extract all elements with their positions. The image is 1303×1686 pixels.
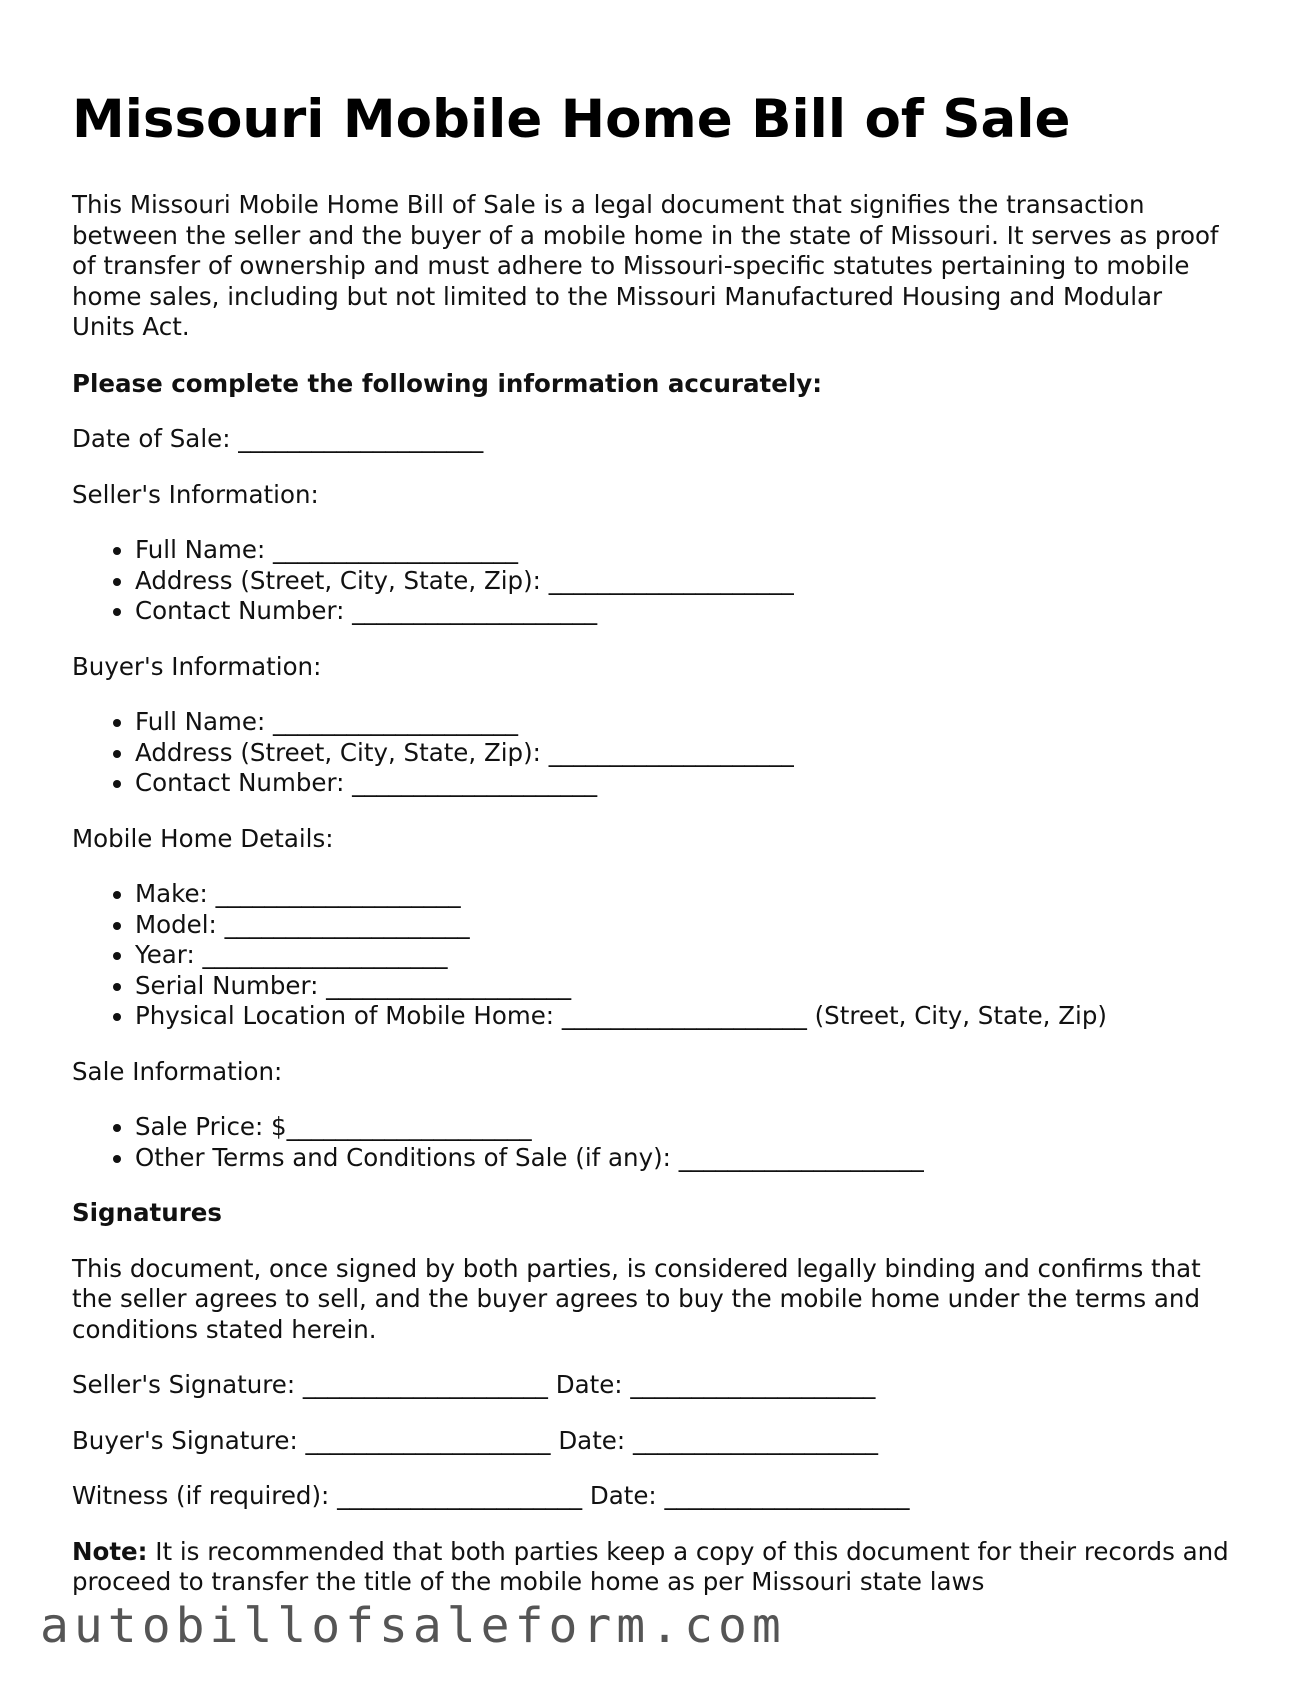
home-serial-field	[135, 971, 1232, 1002]
home-make-blank[interactable]: ____________________	[215, 879, 461, 908]
sale-terms-blank[interactable]: ____________________	[678, 1142, 924, 1172]
document-title: Missouri Mobile Home Bill of Sale	[72, 89, 1071, 150]
seller-full-name-blank[interactable]: ____________________	[273, 535, 519, 564]
buyer-address-label: Address (Street, City, State, Zip):	[135, 737, 541, 767]
home-location-blank[interactable]: ____________________	[561, 1001, 807, 1030]
intro-paragraph: This Missouri Mobile Home Bill of Sale is a legal document that signifies the transaction between the seller and the buyer of a mobile home in the state of Missouri. It serves as proof of transfer of ownership and must adhere to Missouri-specific statutes pertaining to mobile home sales, including but not limited to the Missouri Manufactured Housing and Modular Units Act.	[72, 190, 1219, 341]
buyer-signature-label: Buyer's Signature:	[72, 1425, 298, 1455]
instruction-heading: Please complete the following information accurately:	[72, 368, 823, 398]
buyer-address-blank[interactable]: ____________________	[548, 737, 794, 767]
home-serial-label: Serial Number:	[135, 970, 319, 1000]
buyer-date-label: Date:	[558, 1425, 626, 1455]
document-page	[72, 88, 1232, 1598]
witness-signature-line	[72, 1481, 1232, 1512]
signatures-paragraph: This document, once signed by both parties, is considered legally binding and confirms that the seller agrees to sell, and the buyer agrees to buy the mobile home under the terms and conditions stated herein.	[72, 1253, 1201, 1344]
home-fields	[72, 879, 1232, 1032]
witness-signature-blank[interactable]: ____________________	[337, 1481, 583, 1510]
witness-signature-label: Witness (if required):	[72, 1481, 330, 1510]
buyer-heading: Buyer's Information:	[72, 651, 322, 681]
home-location-field	[135, 1001, 1232, 1032]
seller-heading: Seller's Information:	[72, 479, 319, 509]
note-paragraph	[72, 1537, 1232, 1598]
home-year-label: Year:	[135, 940, 195, 969]
sale-terms-label: Other Terms and Conditions of Sale (if any):	[135, 1142, 671, 1172]
buyer-full-name-blank[interactable]: ____________________	[273, 707, 519, 736]
seller-address-field	[135, 566, 1232, 597]
sale-price-field	[135, 1112, 1232, 1143]
home-heading: Mobile Home Details:	[72, 823, 334, 853]
sale-price-label: Sale Price: $	[135, 1112, 287, 1141]
note-label: Note:	[72, 1536, 148, 1566]
home-model-blank[interactable]: ____________________	[224, 909, 470, 939]
home-make-label: Make:	[135, 879, 208, 908]
home-serial-blank[interactable]: ____________________	[326, 970, 572, 1000]
buyer-contact-field	[135, 768, 1232, 799]
seller-date-label: Date:	[555, 1370, 623, 1399]
seller-full-name-label: Full Name:	[135, 535, 266, 564]
buyer-fields	[72, 707, 1232, 799]
buyer-contact-label: Contact Number:	[135, 768, 345, 797]
home-make-field	[135, 879, 1232, 910]
seller-contact-blank[interactable]: ____________________	[352, 596, 598, 625]
sale-heading: Sale Information:	[72, 1056, 283, 1086]
buyer-full-name-field	[135, 707, 1232, 738]
seller-address-label: Address (Street, City, State, Zip):	[135, 565, 541, 595]
date-of-sale-field	[72, 424, 1232, 455]
witness-date-label: Date:	[589, 1481, 657, 1510]
home-year-blank[interactable]: ____________________	[202, 940, 448, 969]
buyer-date-blank[interactable]: ____________________	[632, 1425, 878, 1455]
sale-terms-field	[135, 1143, 1232, 1174]
home-year-field	[135, 940, 1232, 971]
signatures-heading: Signatures	[72, 1198, 222, 1227]
home-location-label: Physical Location of Mobile Home:	[135, 1001, 555, 1030]
buyer-contact-blank[interactable]: ____________________	[352, 768, 598, 797]
watermark-text: autobillofsaleform.com	[40, 1598, 786, 1654]
seller-contact-label: Contact Number:	[135, 596, 345, 625]
seller-signature-line	[72, 1370, 1232, 1401]
seller-address-blank[interactable]: ____________________	[548, 565, 794, 595]
seller-signature-label: Seller's Signature:	[72, 1370, 296, 1399]
seller-signature-blank[interactable]: ____________________	[302, 1370, 548, 1399]
seller-date-blank[interactable]: ____________________	[630, 1370, 876, 1399]
date-of-sale-blank[interactable]: ____________________	[238, 424, 484, 453]
buyer-signature-line	[72, 1426, 1232, 1457]
home-model-field	[135, 910, 1232, 941]
buyer-address-field	[135, 738, 1232, 769]
seller-fields	[72, 535, 1232, 627]
witness-date-blank[interactable]: ____________________	[664, 1481, 910, 1510]
sale-fields	[72, 1112, 1232, 1173]
sale-price-blank[interactable]: ____________________	[286, 1112, 532, 1141]
note-text: It is recommended that both parties keep a copy of this document for their records and proceed to transfer the title of the mobile home as per Missouri state laws	[72, 1536, 1229, 1596]
home-model-label: Model:	[135, 909, 217, 939]
date-of-sale-label: Date of Sale:	[72, 424, 231, 453]
buyer-signature-blank[interactable]: ____________________	[305, 1425, 551, 1455]
seller-contact-field	[135, 596, 1232, 627]
home-location-suffix: (Street, City, State, Zip)	[814, 1001, 1107, 1030]
buyer-full-name-label: Full Name:	[135, 707, 266, 736]
seller-full-name-field	[135, 535, 1232, 566]
